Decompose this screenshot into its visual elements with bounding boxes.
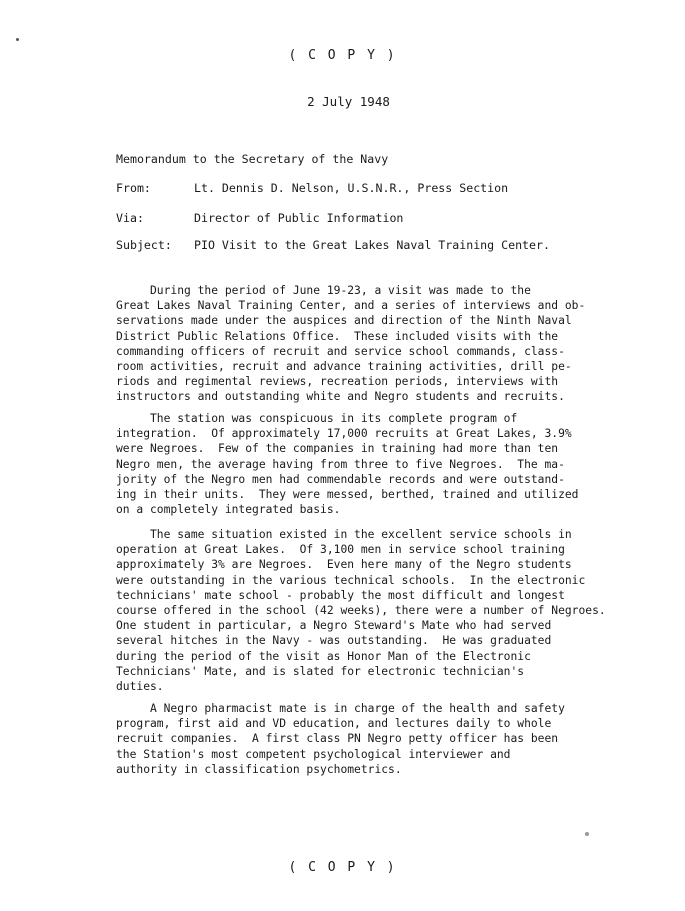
paragraph-1 bbox=[116, 283, 636, 405]
paragraph-line: the Station's most competent psychological interviewer and bbox=[116, 747, 511, 761]
paragraph-line: were Negroes. Few of the companies in training had more than ten bbox=[116, 442, 559, 456]
paragraph-line: commanding officers of recruit and service school commands, class- bbox=[116, 344, 565, 358]
subject-row bbox=[116, 238, 550, 252]
paragraph-line: ing in their units. They were messed, berthed, trained and utilized bbox=[116, 488, 579, 502]
paragraph-line: operation at Great Lakes. Of 3,100 men in service school training bbox=[116, 543, 565, 557]
paragraph-line: approximately 3% are Negroes. Even here many of the Negro students bbox=[116, 558, 572, 572]
from-label: From: bbox=[116, 181, 151, 195]
paragraph-line: jority of the Negro men had commendable records and were outstand- bbox=[116, 472, 565, 486]
paragraph-4 bbox=[116, 701, 636, 777]
paragraph-line: Negro men, the average having from three to five Negroes. The ma- bbox=[116, 457, 565, 471]
from-value: Lt. Dennis D. Nelson, U.S.N.R., Press Section bbox=[194, 181, 509, 195]
paragraph-line: program, first aid and VD education, and lectures daily to whole bbox=[116, 717, 552, 731]
via-row bbox=[116, 211, 403, 225]
paragraph-line: room activities, recruit and advance training activities, drill pe- bbox=[116, 360, 572, 374]
paragraph-line: course offered in the school (42 weeks), there were a number of Negroes. bbox=[116, 604, 606, 618]
paragraph-line: One student in particular, a Negro Steward's Mate who had served bbox=[116, 619, 552, 633]
paragraph-line: technicians' mate school - probably the most difficult and longest bbox=[116, 588, 565, 602]
subject-label: Subject: bbox=[116, 238, 172, 252]
from-row bbox=[116, 181, 508, 195]
paragraph-line: The same situation existed in the excellent service schools in bbox=[116, 528, 572, 541]
scan-speck bbox=[585, 832, 589, 836]
via-value: Director of Public Information bbox=[194, 211, 404, 225]
paragraph-line: during the period of the visit as Honor Man of the Electronic bbox=[116, 649, 531, 663]
paragraph-line: instructors and outstanding white and Negro students and recruits. bbox=[116, 390, 565, 404]
memo-addressee: Memorandum to the Secretary of the Navy bbox=[116, 152, 389, 166]
memo-date: 2 July 1948 bbox=[307, 94, 390, 109]
paragraph-line: A Negro pharmacist mate is in charge of the health and safety bbox=[116, 702, 565, 715]
via-label: Via: bbox=[116, 211, 144, 225]
paragraph-line: on a completely integrated basis. bbox=[116, 503, 341, 517]
paragraph-line: District Public Relations Office. These included visits with the bbox=[116, 329, 559, 343]
paragraph-line: integration. Of approximately 17,000 recruits at Great Lakes, 3.9% bbox=[116, 427, 572, 441]
paragraph-line: duties. bbox=[116, 680, 164, 694]
paragraph-3 bbox=[116, 527, 636, 694]
copy-header: ( C O P Y ) bbox=[288, 48, 397, 63]
scan-speck bbox=[16, 38, 19, 41]
paragraph-line: authority in classification psychometrics. bbox=[116, 762, 402, 776]
paragraph-line: recruit companies. A first class PN Negro petty officer has been bbox=[116, 732, 559, 746]
paragraph-line: The station was conspicuous in its complete program of bbox=[116, 412, 518, 425]
paragraph-line: Great Lakes Naval Training Center, and a series of interviews and ob- bbox=[116, 299, 586, 313]
subject-value: PIO Visit to the Great Lakes Naval Training Center. bbox=[194, 238, 550, 252]
paragraph-line: During the period of June 19-23, a visit was made to the bbox=[116, 284, 531, 297]
copy-footer: ( C O P Y ) bbox=[288, 860, 397, 875]
paragraph-line: were outstanding in the various technical schools. In the electronic bbox=[116, 573, 586, 587]
paragraph-line: riods and regimental reviews, recreation periods, interviews with bbox=[116, 375, 559, 389]
paragraph-line: servations made under the auspices and direction of the Ninth Naval bbox=[116, 314, 572, 328]
paragraph-line: Technicians' Mate, and is slated for electronic technician's bbox=[116, 664, 525, 678]
paragraph-2 bbox=[116, 411, 636, 517]
paragraph-line: several hitches in the Navy - was outstanding. He was graduated bbox=[116, 634, 552, 648]
